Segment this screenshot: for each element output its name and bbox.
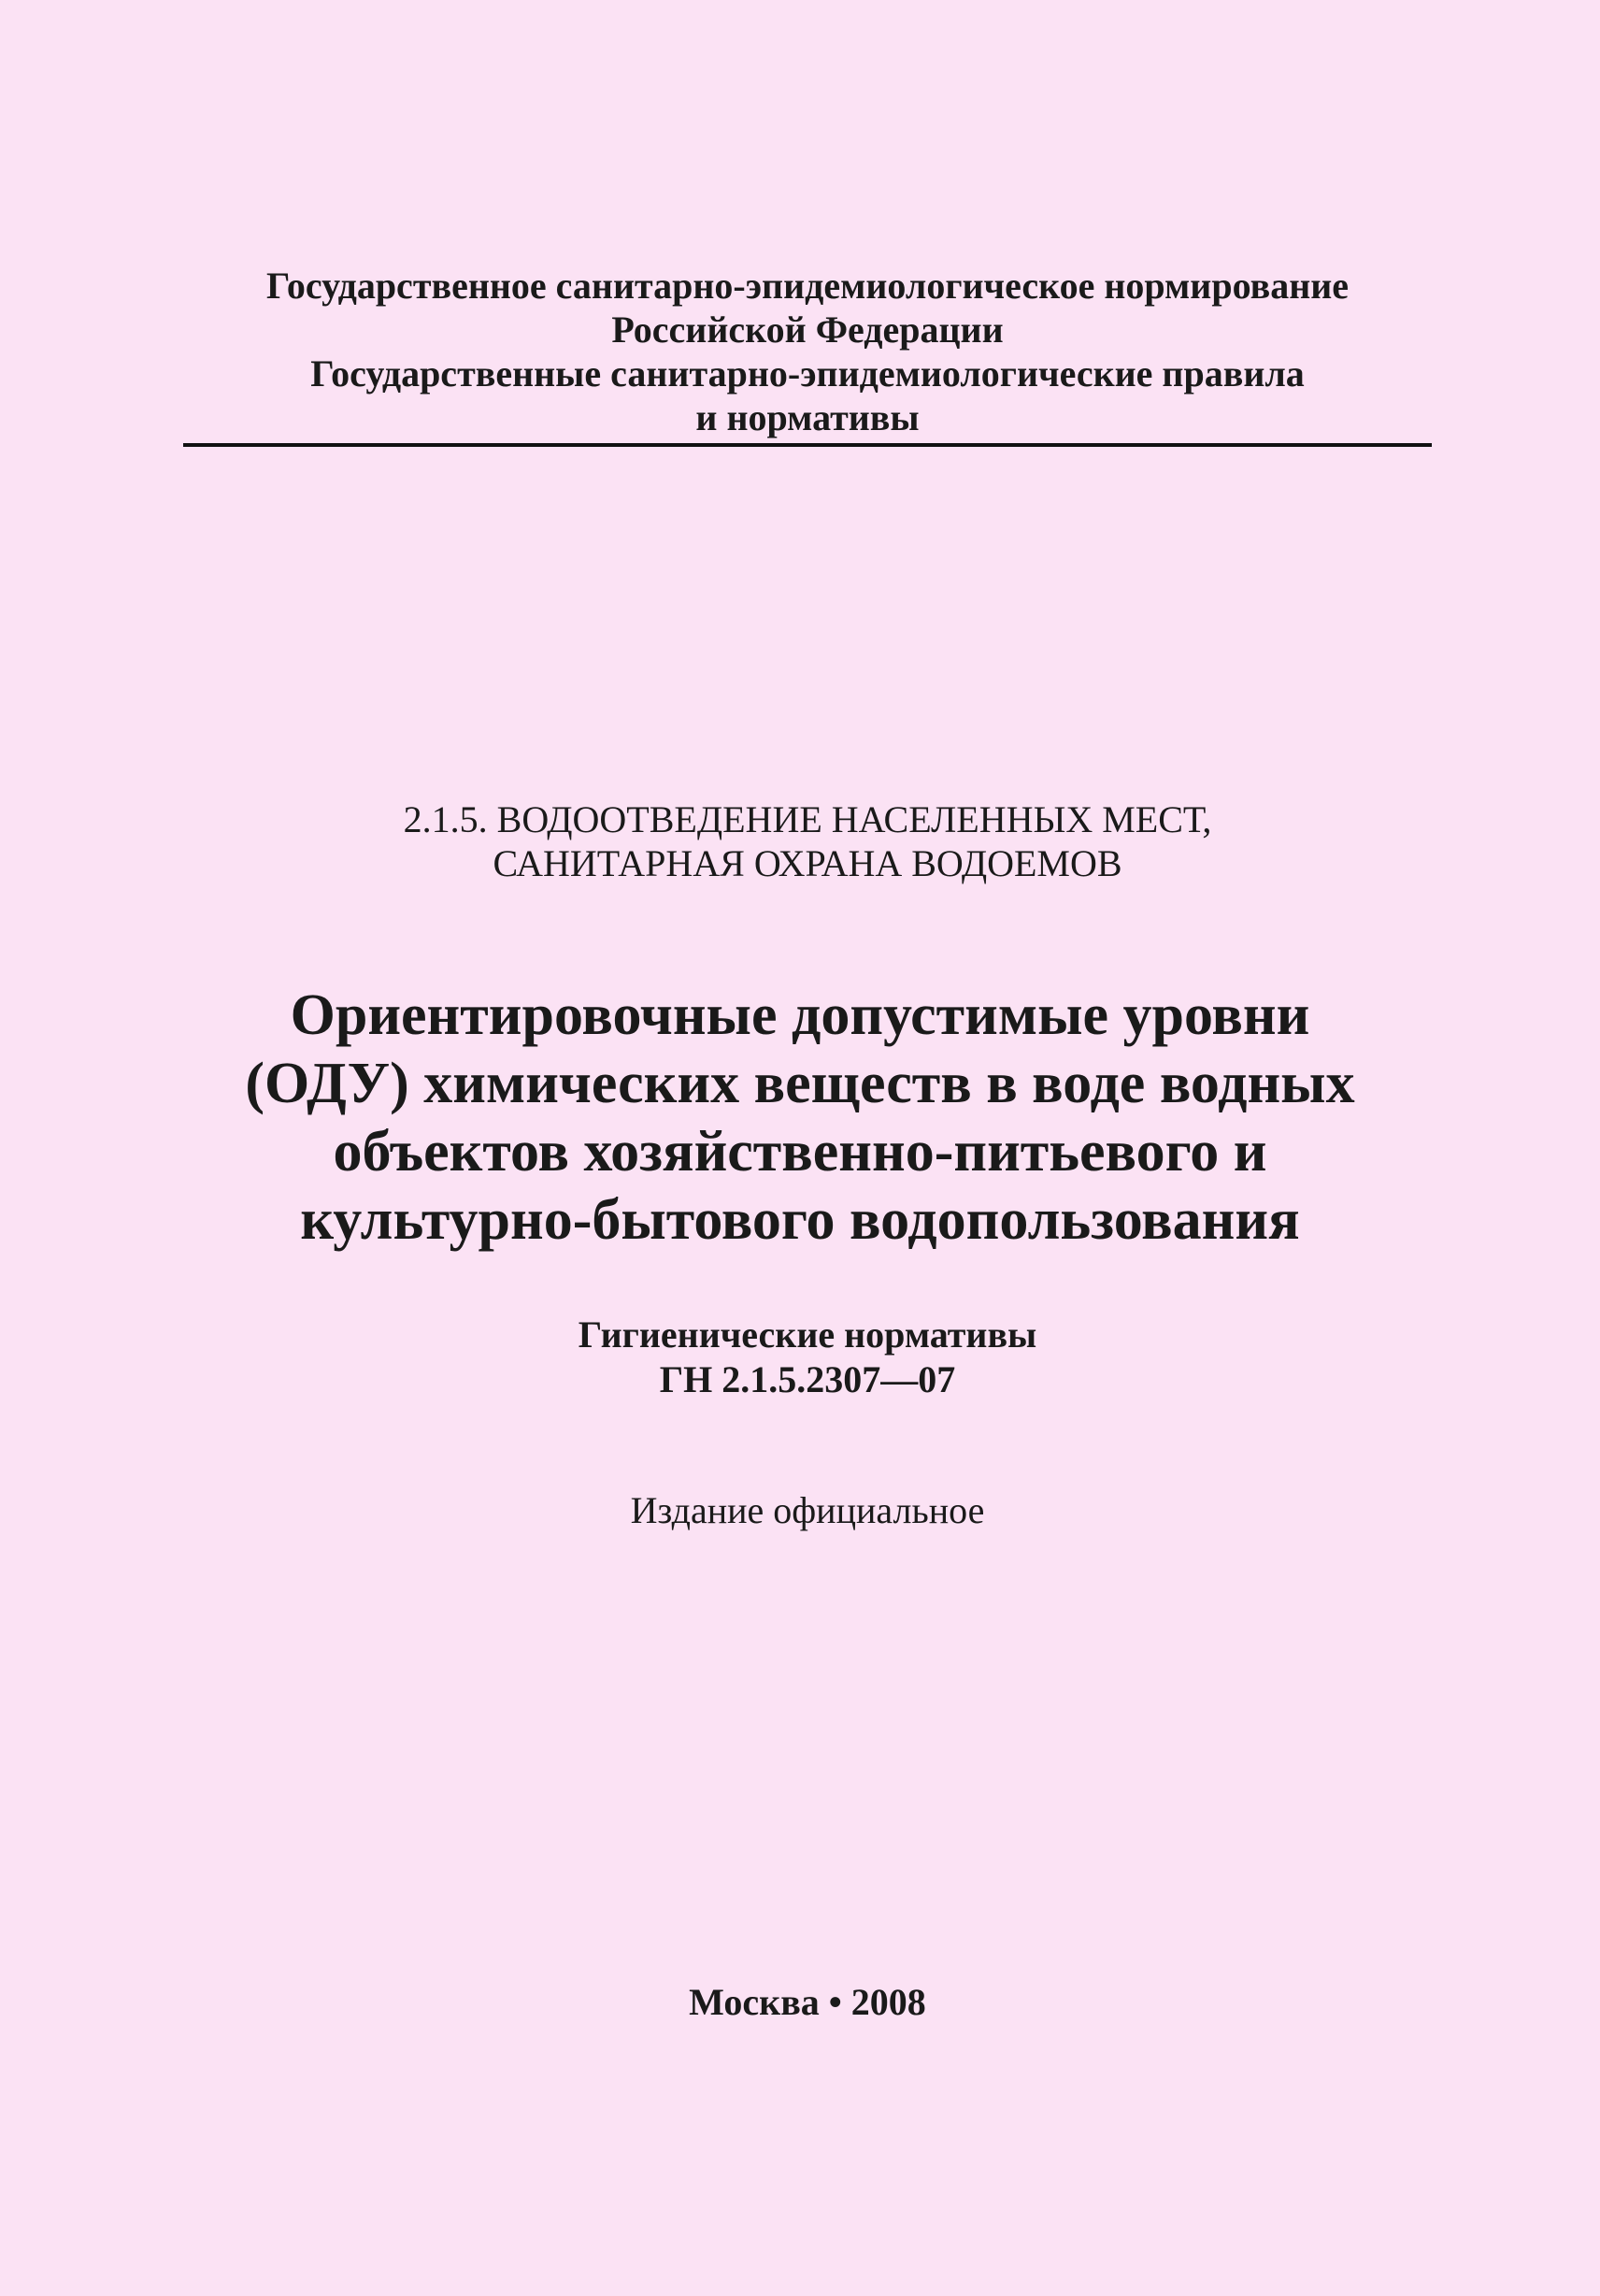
edition-note: Издание официальное: [630, 1489, 985, 1531]
norm-designation: [183, 1313, 1432, 1402]
section-heading: [183, 797, 1432, 885]
norm-type-label: Гигиенические нормативы: [578, 1313, 1037, 1356]
norm-code: ГН 2.1.5.2307—07: [659, 1358, 956, 1400]
header-line: и нормативы: [695, 396, 920, 438]
publication-imprint: Москва • 2008: [689, 1981, 926, 2023]
issuing-authority-header: [183, 264, 1432, 439]
title-line: объектов хозяйственно-питьевого и: [333, 1120, 1267, 1184]
title-line: (ОДУ) химических веществ в воде водных: [245, 1052, 1355, 1115]
header-divider: [183, 443, 1432, 447]
section-line: 2.1.5. ВОДООТВЕДЕНИЕ НАСЕЛЕННЫХ МЕСТ,: [403, 798, 1212, 840]
document-title: [159, 982, 1441, 1255]
title-line: культурно-бытового водопользования: [300, 1188, 1300, 1252]
header-line: Государственное санитарно-эпидемиологическое нормирование: [265, 265, 1350, 307]
title-line: Ориентировочные допустимые уровни: [290, 983, 1310, 1047]
header-line: Российской Федерации: [611, 309, 1004, 351]
header-line: Государственные санитарно-эпидемиологические правила: [310, 352, 1305, 395]
section-line: САНИТАРНАЯ ОХРАНА ВОДОЕМОВ: [493, 842, 1122, 884]
